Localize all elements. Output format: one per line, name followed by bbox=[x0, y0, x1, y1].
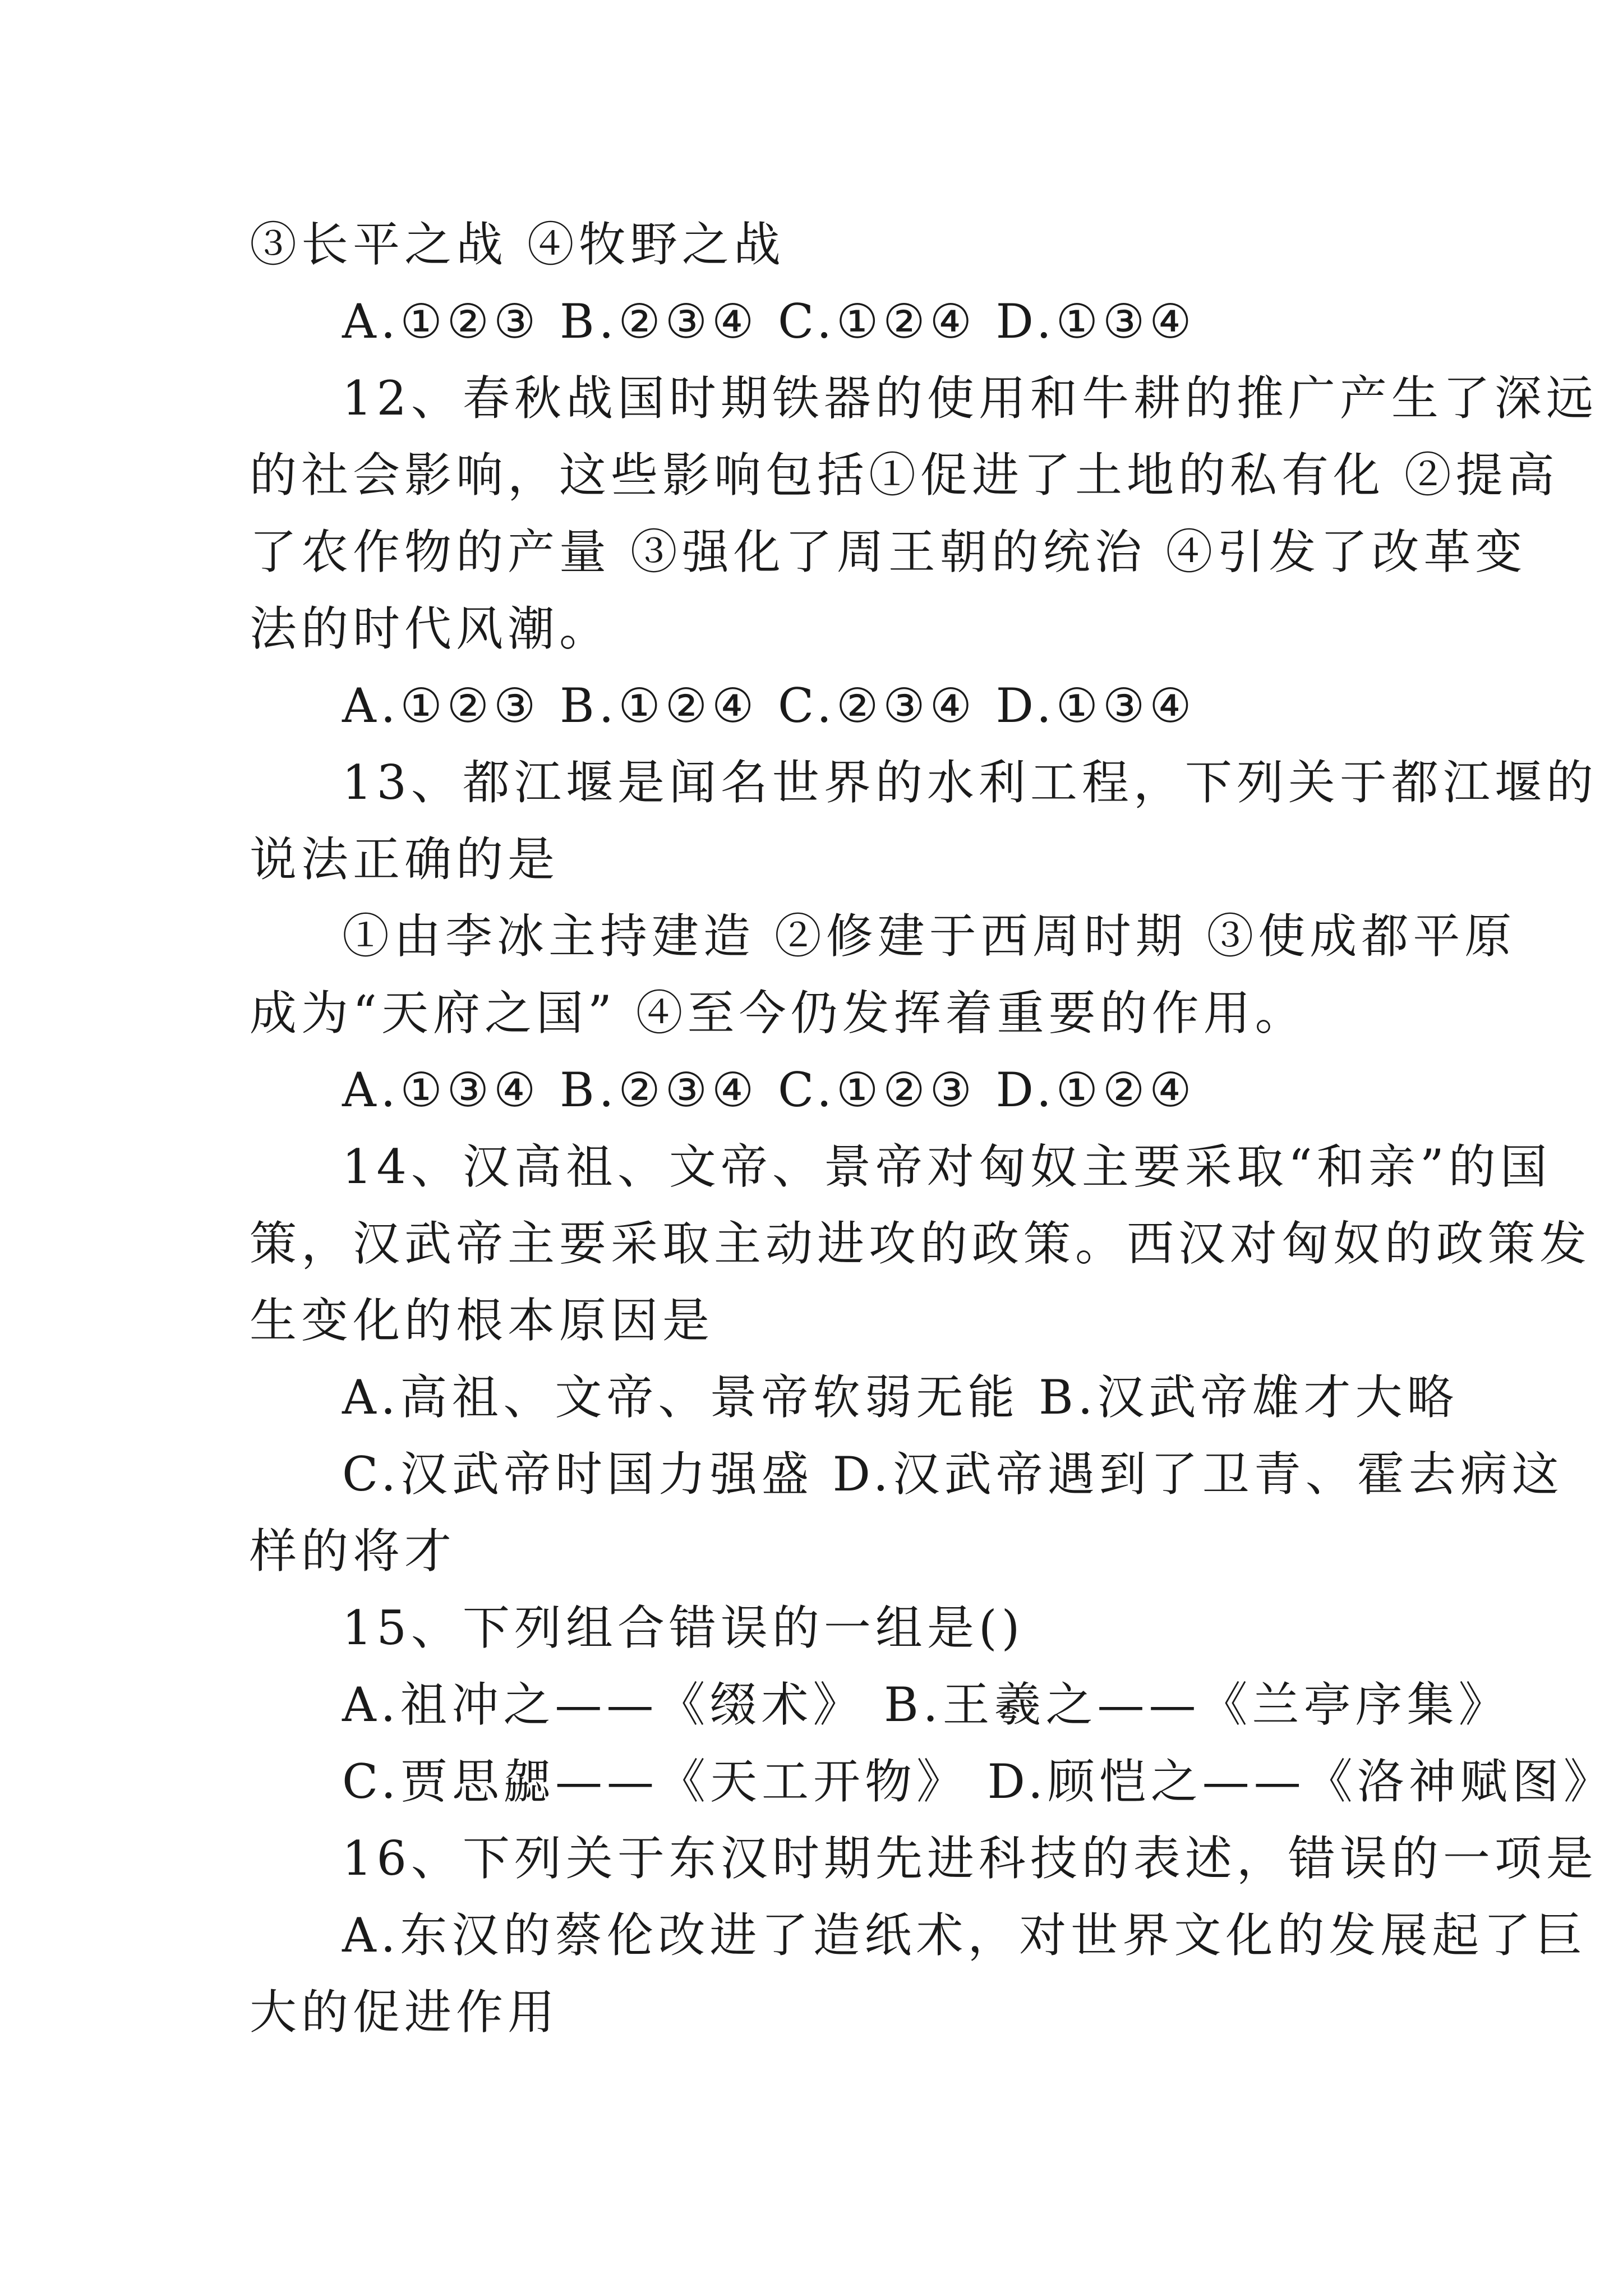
text-line: ③长平之战 ④牧野之战 bbox=[250, 217, 785, 272]
text-line: C.汉武帝时国力强盛 D.汉武帝遇到了卫青、霍去病这 bbox=[342, 1447, 1564, 1502]
question-15-line: 15、下列组合错误的一组是() bbox=[342, 1600, 1025, 1655]
text-line: A.祖冲之——《缀术》 B.王羲之——《兰亭序集》 bbox=[342, 1677, 1510, 1732]
text-line: A.东汉的蔡伦改进了造纸术，对世界文化的发展起了巨 bbox=[342, 1908, 1587, 1963]
question-13-line: 13、都江堰是闻名世界的水利工程，下列关于都江堰的 bbox=[342, 755, 1598, 810]
question-14-line: 14、汉高祖、文帝、景帝对匈奴主要采取“和亲”的国 bbox=[342, 1139, 1552, 1194]
text-line: C.贾思勰——《天工开物》 D.顾恺之——《洛神赋图》 bbox=[342, 1754, 1615, 1809]
text-line: 说法正确的是 bbox=[250, 832, 560, 887]
text-line: 的社会影响，这些影响包括①促进了土地的私有化 ②提高 bbox=[250, 448, 1559, 503]
text-line: A.①②③ B.②③④ C.①②④ D.①③④ bbox=[342, 294, 1196, 349]
question-12-line: 12、春秋战国时期铁器的使用和牛耕的推广产生了深远 bbox=[342, 371, 1598, 426]
text-line: 大的促进作用 bbox=[250, 1985, 560, 2040]
text-line: 法的时代风潮。 bbox=[250, 601, 611, 656]
text-line: 样的将才 bbox=[250, 1524, 457, 1579]
text-line: 成为“天府之国” ④至今仍发挥着重要的作用。 bbox=[250, 986, 1307, 1041]
text-line: 策，汉武帝主要采取主动进攻的政策。西汉对匈奴的政策发 bbox=[250, 1216, 1592, 1271]
text-line: A.①③④ B.②③④ C.①②③ D.①②④ bbox=[342, 1062, 1196, 1117]
text-line: A.高祖、文帝、景帝软弱无能 B.汉武帝雄才大略 bbox=[342, 1370, 1459, 1425]
text-line: A.①②③ B.①②④ C.②③④ D.①③④ bbox=[342, 678, 1196, 733]
document-text-body bbox=[250, 206, 1615, 2051]
text-line: 了农作物的产量 ③强化了周王朝的统治 ④引发了改革变 bbox=[250, 524, 1527, 579]
question-16-line: 16、下列关于东汉时期先进科技的表述，错误的一项是 bbox=[342, 1831, 1598, 1886]
text-line: ①由李冰主持建造 ②修建于西周时期 ③使成都平原 bbox=[342, 909, 1516, 964]
text-line: 生变化的根本原因是 bbox=[250, 1293, 714, 1348]
